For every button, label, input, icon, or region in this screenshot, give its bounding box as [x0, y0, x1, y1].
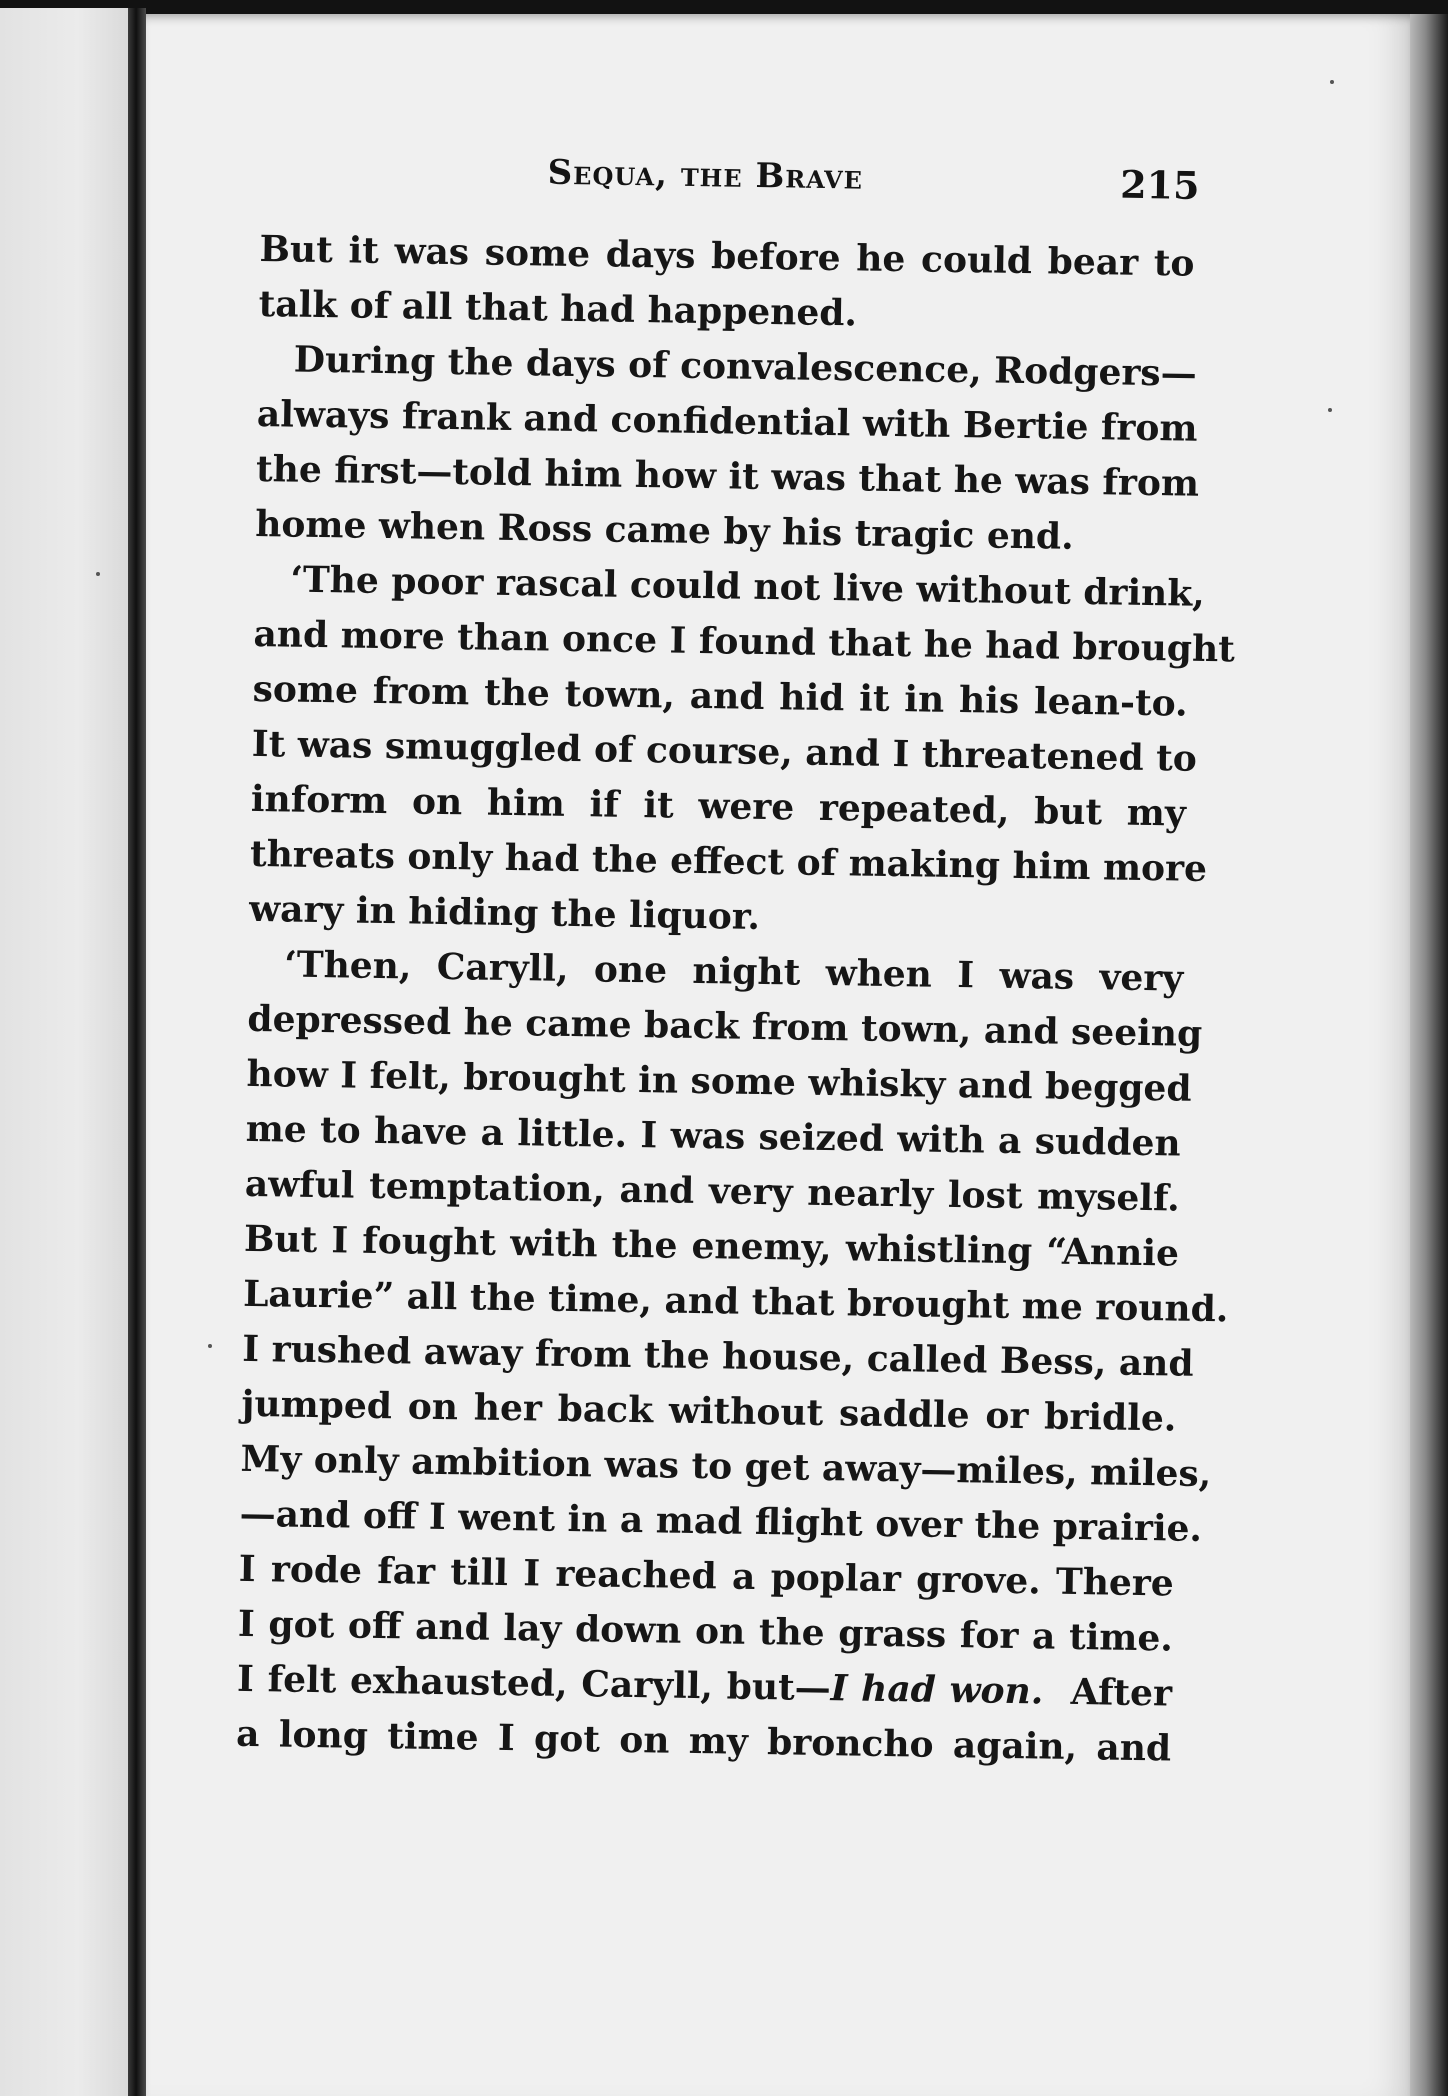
text-line: how I felt, brought in some whisky and begged: [246, 1052, 1192, 1110]
text-line: threats only had the effect of making him more: [249, 832, 1208, 890]
text-line: wary in hiding the liquor.: [248, 887, 761, 938]
text-line: I got off and lay down on the grass for a time.: [237, 1602, 1174, 1660]
text-line: a long time I got on my broncho again, and: [235, 1712, 1172, 1770]
text-line: ‘Then, Caryll, one night when I was very: [284, 943, 1184, 1000]
text-line: ‘The poor rascal could not live without drink,: [290, 558, 1206, 615]
text-run: After: [1042, 1670, 1173, 1715]
text-line: During the days of convalescence, Rodgers—: [293, 338, 1197, 395]
paper-speck: [1330, 80, 1334, 84]
italic-text-run: I had won.: [830, 1667, 1044, 1713]
text-line: My only ambition was to get away—miles, miles,: [240, 1437, 1212, 1496]
text-line: home when Ross came by his tragic end.: [254, 502, 1075, 558]
text-line: me to have a little. I was seized with a sudden: [245, 1107, 1181, 1165]
page-number: 215: [1119, 161, 1200, 208]
text-line: Laurie” all the time, and that brought me round.: [242, 1272, 1229, 1331]
text-line: —and off I went in a mad flight over the prairie.: [239, 1492, 1203, 1550]
text-line: and more than once I found that he had brought: [253, 612, 1236, 671]
text-line: It was smuggled of course, and I threatened to: [251, 722, 1198, 780]
body-text: [235, 222, 1236, 1776]
text-line: always frank and confidential with Bertie from: [256, 392, 1198, 450]
text-line: awful temptation, and very nearly lost myself.: [244, 1162, 1181, 1220]
text-line: But I fought with the enemy, whistling “Annie: [243, 1217, 1180, 1275]
text-line: I rode far till I reached a poplar grove. There: [238, 1547, 1175, 1605]
book-gutter: [128, 8, 146, 2096]
running-title: Sequa, the Brave: [547, 152, 864, 198]
text-line: talk of all that had happened.: [258, 282, 858, 335]
paper-speck: [208, 1344, 212, 1348]
facing-page-edge: [0, 8, 130, 2096]
text-line: inform on him if it were repeated, but my: [250, 777, 1187, 835]
text-line: jumped on her back without saddle or bridle.: [241, 1382, 1177, 1440]
text-line: depressed he came back from town, and seeing: [247, 997, 1203, 1055]
text-line: some from the town, and hid it in his lean-to.: [252, 667, 1188, 725]
page-right-edge: [1410, 14, 1448, 2096]
text-line: But it was some days before he could bear to: [259, 227, 1195, 285]
text-line: I rushed away from the house, called Bess, and: [241, 1327, 1194, 1385]
paper-speck: [96, 572, 100, 576]
text-line: the first—told him how it was that he was from: [255, 447, 1200, 505]
paper-speck: [1328, 408, 1332, 412]
text-run: I felt exhausted, Caryll, but—: [236, 1657, 832, 1710]
